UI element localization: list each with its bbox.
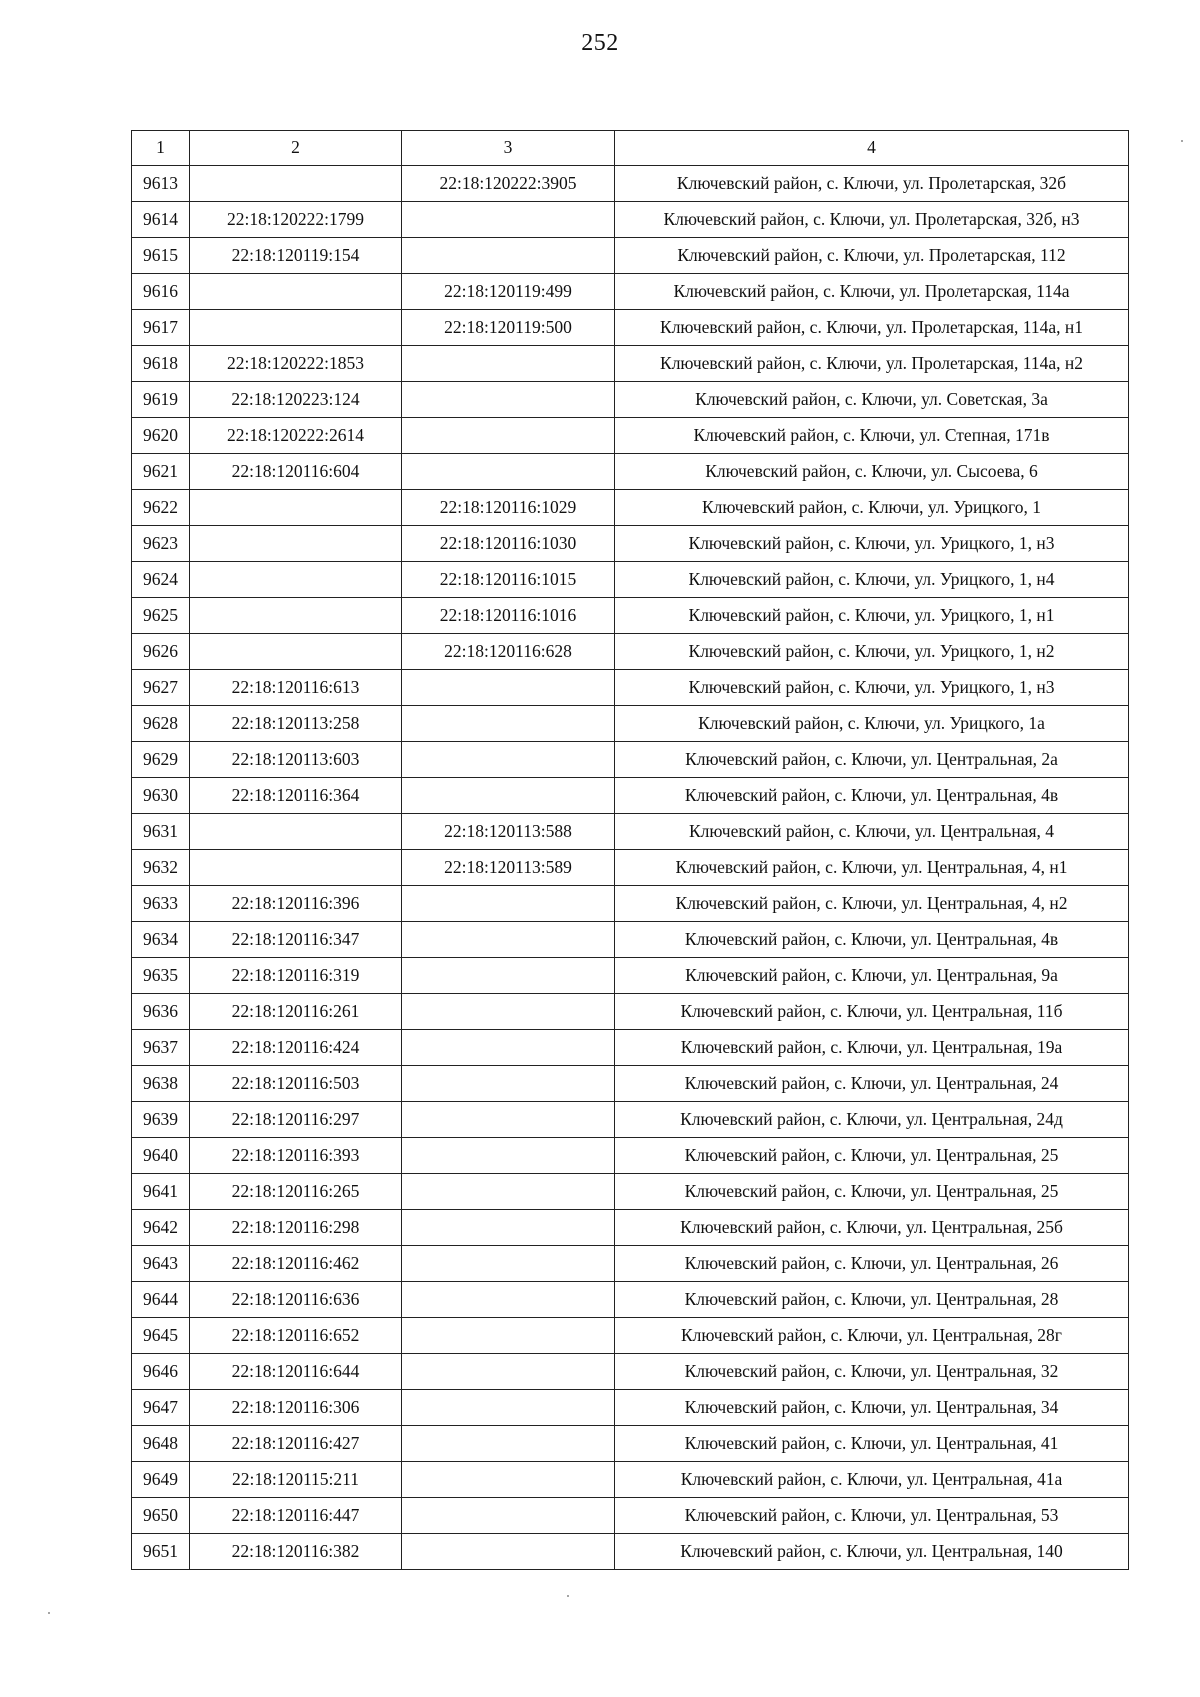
- cadastral-number-cell: 22:18:120116:393: [190, 1138, 402, 1174]
- row-number-cell: 9627: [132, 670, 190, 706]
- building-cadastral-number-cell: [402, 1282, 615, 1318]
- scan-speck: [567, 1595, 569, 1597]
- building-cadastral-number-cell: [402, 1102, 615, 1138]
- building-cadastral-number-cell: [402, 1426, 615, 1462]
- building-cadastral-number-cell: [402, 238, 615, 274]
- building-cadastral-number-cell: [402, 418, 615, 454]
- address-cell: Ключевский район, с. Ключи, ул. Центральная, 4в: [615, 778, 1129, 814]
- row-number-cell: 9647: [132, 1390, 190, 1426]
- building-cadastral-number-cell: 22:18:120116:1015: [402, 562, 615, 598]
- address-cell: Ключевский район, с. Ключи, ул. Центральная, 41а: [615, 1462, 1129, 1498]
- cadastral-number-cell: [190, 850, 402, 886]
- table-row: [132, 1282, 1129, 1318]
- row-number-cell: 9622: [132, 490, 190, 526]
- row-number-cell: 9644: [132, 1282, 190, 1318]
- row-number-cell: 9619: [132, 382, 190, 418]
- building-cadastral-number-cell: [402, 1246, 615, 1282]
- address-cell: Ключевский район, с. Ключи, ул. Центральная, 11б: [615, 994, 1129, 1030]
- table-row: [132, 706, 1129, 742]
- building-cadastral-number-cell: [402, 1498, 615, 1534]
- cadastral-number-cell: 22:18:120119:154: [190, 238, 402, 274]
- cadastral-number-cell: 22:18:120222:1799: [190, 202, 402, 238]
- address-cell: Ключевский район, с. Ключи, ул. Пролетарская, 32б, н3: [615, 202, 1129, 238]
- row-number-cell: 9623: [132, 526, 190, 562]
- address-cell: Ключевский район, с. Ключи, ул. Пролетарская, 114а: [615, 274, 1129, 310]
- table-row: [132, 526, 1129, 562]
- address-cell: Ключевский район, с. Ключи, ул. Центральная, 24д: [615, 1102, 1129, 1138]
- cadastral-number-cell: 22:18:120116:462: [190, 1246, 402, 1282]
- row-number-cell: 9620: [132, 418, 190, 454]
- table-row: [132, 814, 1129, 850]
- building-cadastral-number-cell: [402, 670, 615, 706]
- table-row: [132, 238, 1129, 274]
- table-row: [132, 922, 1129, 958]
- table-row: [132, 1354, 1129, 1390]
- column-header-3: 3: [402, 131, 615, 166]
- address-cell: Ключевский район, с. Ключи, ул. Центральная, 25: [615, 1138, 1129, 1174]
- building-cadastral-number-cell: 22:18:120222:3905: [402, 166, 615, 202]
- table-body: [132, 166, 1129, 1570]
- column-header-4: 4: [615, 131, 1129, 166]
- building-cadastral-number-cell: [402, 1354, 615, 1390]
- address-cell: Ключевский район, с. Ключи, ул. Пролетарская, 32б: [615, 166, 1129, 202]
- cadastral-number-cell: [190, 526, 402, 562]
- cadastral-number-cell: 22:18:120116:427: [190, 1426, 402, 1462]
- table-row: [132, 1426, 1129, 1462]
- row-number-cell: 9625: [132, 598, 190, 634]
- cadastral-number-cell: 22:18:120222:2614: [190, 418, 402, 454]
- cadastral-number-cell: 22:18:120116:347: [190, 922, 402, 958]
- address-cell: Ключевский район, с. Ключи, ул. Центральная, 4: [615, 814, 1129, 850]
- table-row: [132, 778, 1129, 814]
- cadastral-number-cell: [190, 634, 402, 670]
- cadastral-number-cell: 22:18:120116:644: [190, 1354, 402, 1390]
- address-cell: Ключевский район, с. Ключи, ул. Пролетарская, 114а, н2: [615, 346, 1129, 382]
- address-cell: Ключевский район, с. Ключи, ул. Центральная, 41: [615, 1426, 1129, 1462]
- table-row: [132, 490, 1129, 526]
- table-row: [132, 1534, 1129, 1570]
- table-row: [132, 1318, 1129, 1354]
- cadastral-number-cell: [190, 166, 402, 202]
- building-cadastral-number-cell: [402, 454, 615, 490]
- table-row: [132, 1102, 1129, 1138]
- row-number-cell: 9633: [132, 886, 190, 922]
- building-cadastral-number-cell: 22:18:120116:628: [402, 634, 615, 670]
- cadastral-number-cell: 22:18:120116:265: [190, 1174, 402, 1210]
- cadastral-number-cell: 22:18:120116:297: [190, 1102, 402, 1138]
- address-cell: Ключевский район, с. Ключи, ул. Центральная, 25: [615, 1174, 1129, 1210]
- building-cadastral-number-cell: [402, 994, 615, 1030]
- table-header: [132, 131, 1129, 166]
- row-number-cell: 9640: [132, 1138, 190, 1174]
- cadastral-number-cell: 22:18:120115:211: [190, 1462, 402, 1498]
- building-cadastral-number-cell: [402, 1138, 615, 1174]
- cadastral-number-cell: 22:18:120116:447: [190, 1498, 402, 1534]
- cadastral-number-cell: [190, 310, 402, 346]
- row-number-cell: 9630: [132, 778, 190, 814]
- building-cadastral-number-cell: [402, 778, 615, 814]
- table-row: [132, 850, 1129, 886]
- row-number-cell: 9641: [132, 1174, 190, 1210]
- building-cadastral-number-cell: 22:18:120119:499: [402, 274, 615, 310]
- row-number-cell: 9635: [132, 958, 190, 994]
- scan-speck: [1181, 140, 1183, 142]
- cadastral-number-cell: 22:18:120116:652: [190, 1318, 402, 1354]
- table-row: [132, 1138, 1129, 1174]
- address-cell: Ключевский район, с. Ключи, ул. Центральная, 4, н1: [615, 850, 1129, 886]
- table-row: [132, 634, 1129, 670]
- building-cadastral-number-cell: 22:18:120113:589: [402, 850, 615, 886]
- address-cell: Ключевский район, с. Ключи, ул. Пролетарская, 112: [615, 238, 1129, 274]
- building-cadastral-number-cell: 22:18:120116:1030: [402, 526, 615, 562]
- table-row: [132, 1390, 1129, 1426]
- building-cadastral-number-cell: [402, 886, 615, 922]
- address-cell: Ключевский район, с. Ключи, ул. Центральная, 28г: [615, 1318, 1129, 1354]
- cadastral-number-cell: [190, 490, 402, 526]
- row-number-cell: 9626: [132, 634, 190, 670]
- row-number-cell: 9646: [132, 1354, 190, 1390]
- row-number-cell: 9616: [132, 274, 190, 310]
- table-row: [132, 598, 1129, 634]
- building-cadastral-number-cell: 22:18:120113:588: [402, 814, 615, 850]
- cadastral-number-cell: 22:18:120116:261: [190, 994, 402, 1030]
- table-row: [132, 1066, 1129, 1102]
- address-cell: Ключевский район, с. Ключи, ул. Степная, 171в: [615, 418, 1129, 454]
- building-cadastral-number-cell: [402, 1174, 615, 1210]
- table-row: [132, 274, 1129, 310]
- row-number-cell: 9637: [132, 1030, 190, 1066]
- table-row: [132, 1030, 1129, 1066]
- building-cadastral-number-cell: 22:18:120116:1029: [402, 490, 615, 526]
- row-number-cell: 9642: [132, 1210, 190, 1246]
- building-cadastral-number-cell: 22:18:120116:1016: [402, 598, 615, 634]
- cadastral-number-cell: 22:18:120116:396: [190, 886, 402, 922]
- row-number-cell: 9618: [132, 346, 190, 382]
- cadastral-number-cell: 22:18:120116:382: [190, 1534, 402, 1570]
- row-number-cell: 9621: [132, 454, 190, 490]
- address-cell: Ключевский район, с. Ключи, ул. Центральная, 26: [615, 1246, 1129, 1282]
- page-number: 252: [581, 30, 619, 56]
- row-number-cell: 9645: [132, 1318, 190, 1354]
- table-row: [132, 1210, 1129, 1246]
- cadastral-number-cell: 22:18:120113:603: [190, 742, 402, 778]
- property-registry-table: [131, 130, 1129, 1570]
- column-header-2: 2: [190, 131, 402, 166]
- address-cell: Ключевский район, с. Ключи, ул. Центральная, 2а: [615, 742, 1129, 778]
- address-cell: Ключевский район, с. Ключи, ул. Урицкого, 1, н2: [615, 634, 1129, 670]
- row-number-cell: 9632: [132, 850, 190, 886]
- building-cadastral-number-cell: [402, 1030, 615, 1066]
- row-number-cell: 9634: [132, 922, 190, 958]
- address-cell: Ключевский район, с. Ключи, ул. Центральная, 32: [615, 1354, 1129, 1390]
- cadastral-number-cell: [190, 814, 402, 850]
- table-row: [132, 742, 1129, 778]
- building-cadastral-number-cell: [402, 1534, 615, 1570]
- address-cell: Ключевский район, с. Ключи, ул. Центральная, 4, н2: [615, 886, 1129, 922]
- row-number-cell: 9651: [132, 1534, 190, 1570]
- row-number-cell: 9639: [132, 1102, 190, 1138]
- cadastral-number-cell: 22:18:120113:258: [190, 706, 402, 742]
- row-number-cell: 9628: [132, 706, 190, 742]
- address-cell: Ключевский район, с. Ключи, ул. Пролетарская, 114а, н1: [615, 310, 1129, 346]
- scan-speck: [48, 1612, 50, 1614]
- row-number-cell: 9631: [132, 814, 190, 850]
- address-cell: Ключевский район, с. Ключи, ул. Центральная, 140: [615, 1534, 1129, 1570]
- table-row: [132, 886, 1129, 922]
- row-number-cell: 9614: [132, 202, 190, 238]
- table-row: [132, 1174, 1129, 1210]
- row-number-cell: 9624: [132, 562, 190, 598]
- row-number-cell: 9638: [132, 1066, 190, 1102]
- cadastral-number-cell: 22:18:120116:636: [190, 1282, 402, 1318]
- row-number-cell: 9636: [132, 994, 190, 1030]
- table-row: [132, 166, 1129, 202]
- address-cell: Ключевский район, с. Ключи, ул. Центральная, 25б: [615, 1210, 1129, 1246]
- address-cell: Ключевский район, с. Ключи, ул. Урицкого, 1а: [615, 706, 1129, 742]
- table-row: [132, 1246, 1129, 1282]
- address-cell: Ключевский район, с. Ключи, ул. Урицкого, 1, н1: [615, 598, 1129, 634]
- building-cadastral-number-cell: [402, 922, 615, 958]
- address-cell: Ключевский район, с. Ключи, ул. Центральная, 24: [615, 1066, 1129, 1102]
- building-cadastral-number-cell: [402, 742, 615, 778]
- building-cadastral-number-cell: [402, 202, 615, 238]
- table-row: [132, 382, 1129, 418]
- cadastral-number-cell: 22:18:120116:319: [190, 958, 402, 994]
- header-row: [132, 131, 1129, 166]
- cadastral-number-cell: 22:18:120116:613: [190, 670, 402, 706]
- table-row: [132, 310, 1129, 346]
- building-cadastral-number-cell: [402, 958, 615, 994]
- table-row: [132, 454, 1129, 490]
- row-number-cell: 9617: [132, 310, 190, 346]
- address-cell: Ключевский район, с. Ключи, ул. Урицкого, 1, н3: [615, 526, 1129, 562]
- building-cadastral-number-cell: [402, 706, 615, 742]
- building-cadastral-number-cell: [402, 1210, 615, 1246]
- table-row: [132, 202, 1129, 238]
- table-row: [132, 958, 1129, 994]
- table-row: [132, 670, 1129, 706]
- cadastral-number-cell: [190, 562, 402, 598]
- table-row: [132, 418, 1129, 454]
- cadastral-number-cell: 22:18:120223:124: [190, 382, 402, 418]
- row-number-cell: 9649: [132, 1462, 190, 1498]
- table-row: [132, 562, 1129, 598]
- cadastral-number-cell: 22:18:120116:298: [190, 1210, 402, 1246]
- row-number-cell: 9629: [132, 742, 190, 778]
- table-row: [132, 1498, 1129, 1534]
- cadastral-number-cell: 22:18:120116:424: [190, 1030, 402, 1066]
- row-number-cell: 9615: [132, 238, 190, 274]
- building-cadastral-number-cell: [402, 382, 615, 418]
- table-row: [132, 1462, 1129, 1498]
- address-cell: Ключевский район, с. Ключи, ул. Центральная, 4в: [615, 922, 1129, 958]
- table-row: [132, 994, 1129, 1030]
- column-header-1: 1: [132, 131, 190, 166]
- cadastral-number-cell: 22:18:120116:364: [190, 778, 402, 814]
- cadastral-number-cell: [190, 274, 402, 310]
- building-cadastral-number-cell: [402, 1390, 615, 1426]
- address-cell: Ключевский район, с. Ключи, ул. Урицкого, 1, н4: [615, 562, 1129, 598]
- row-number-cell: 9650: [132, 1498, 190, 1534]
- row-number-cell: 9613: [132, 166, 190, 202]
- row-number-cell: 9643: [132, 1246, 190, 1282]
- building-cadastral-number-cell: 22:18:120119:500: [402, 310, 615, 346]
- address-cell: Ключевский район, с. Ключи, ул. Советская, 3а: [615, 382, 1129, 418]
- building-cadastral-number-cell: [402, 1462, 615, 1498]
- cadastral-number-cell: [190, 598, 402, 634]
- row-number-cell: 9648: [132, 1426, 190, 1462]
- building-cadastral-number-cell: [402, 1318, 615, 1354]
- building-cadastral-number-cell: [402, 346, 615, 382]
- address-cell: Ключевский район, с. Ключи, ул. Центральная, 19а: [615, 1030, 1129, 1066]
- address-cell: Ключевский район, с. Ключи, ул. Урицкого, 1: [615, 490, 1129, 526]
- table-row: [132, 346, 1129, 382]
- address-cell: Ключевский район, с. Ключи, ул. Центральная, 9а: [615, 958, 1129, 994]
- building-cadastral-number-cell: [402, 1066, 615, 1102]
- address-cell: Ключевский район, с. Ключи, ул. Центральная, 34: [615, 1390, 1129, 1426]
- address-cell: Ключевский район, с. Ключи, ул. Урицкого, 1, н3: [615, 670, 1129, 706]
- cadastral-number-cell: 22:18:120116:503: [190, 1066, 402, 1102]
- address-cell: Ключевский район, с. Ключи, ул. Сысоева, 6: [615, 454, 1129, 490]
- cadastral-number-cell: 22:18:120116:306: [190, 1390, 402, 1426]
- cadastral-number-cell: 22:18:120222:1853: [190, 346, 402, 382]
- address-cell: Ключевский район, с. Ключи, ул. Центральная, 53: [615, 1498, 1129, 1534]
- address-cell: Ключевский район, с. Ключи, ул. Центральная, 28: [615, 1282, 1129, 1318]
- cadastral-number-cell: 22:18:120116:604: [190, 454, 402, 490]
